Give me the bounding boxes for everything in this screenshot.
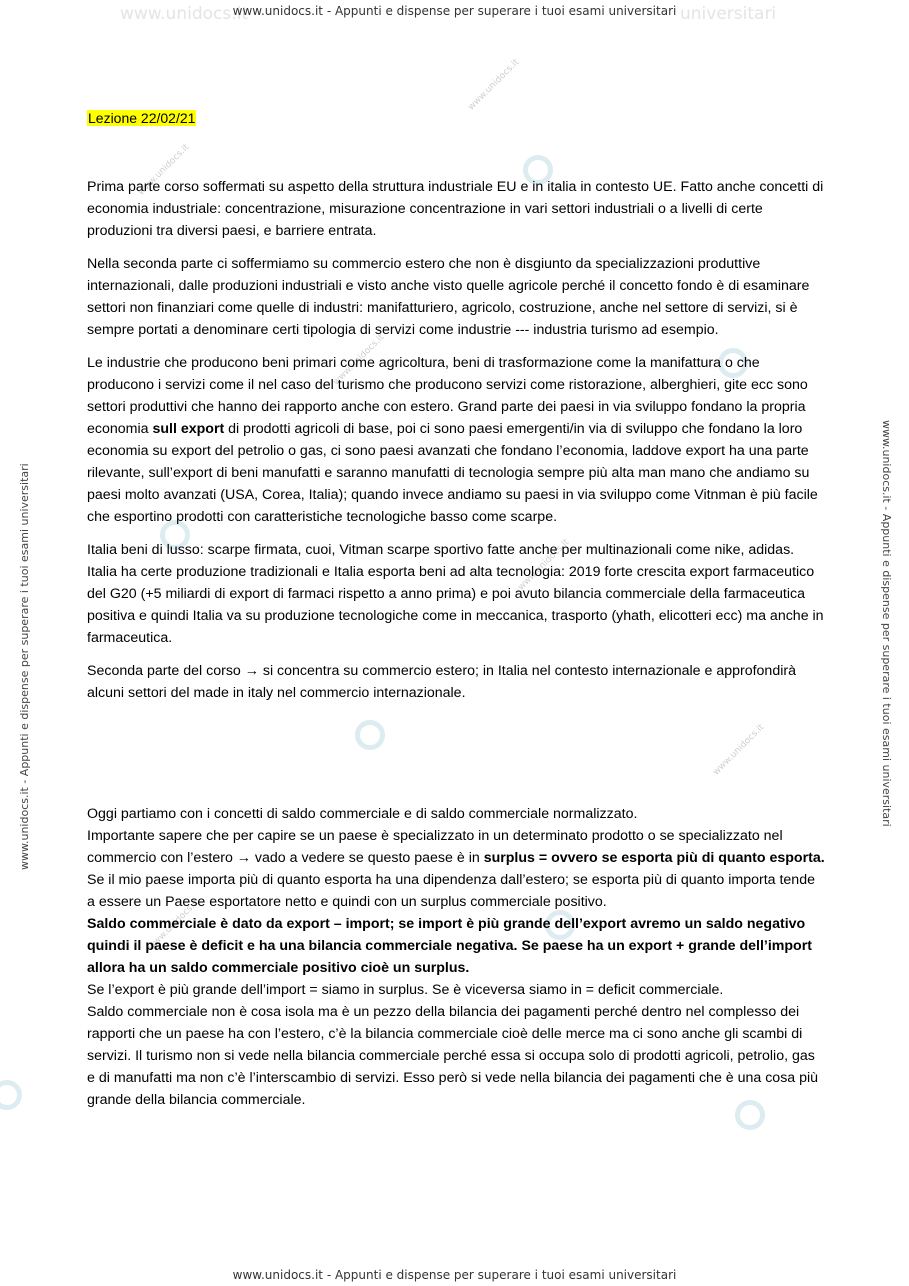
watermark-top: www.unidocs.it - Appunti e dispense per superare i tuoi esami universitari [232,4,677,18]
paragraph: Prima parte corso soffermati su aspetto della struttura industriale EU e in italia in contesto UE. Fatto anche concetti di economia industriale: concentrazione, misurazione concentrazione in vari settori industriali o a livelli di certe produzioni tra diversi paesi, e barriere entrata. [87,179,824,239]
watermark-ghost-top-left: www.unidocs.it [120,4,249,24]
paragraph [87,803,825,1111]
watermark-diagonal: www.unidocs.it [516,537,572,593]
paragraph: Seconda parte del corso → si concentra su commercio estero; in Italia nel contesto internazionale e approfondirà alcuni settori del made in italy nel commercio internazionale. [87,663,796,701]
bold-text: sull export [152,421,225,437]
paragraph-line: Se l’export è più grande dell’import = siamo in surplus. Se è viceversa siamo in = deficit commerciale. [87,982,724,998]
bold-text: surplus = ovvero se esporta più di quanto esporta. [483,850,825,866]
watermark-diagonal: www.unidocs.it [146,897,202,953]
watermark-bottom: www.unidocs.it - Appunti e dispense per superare i tuoi esami universitari [232,1268,677,1282]
watermark-diagonal: www.unidocs.it [466,57,522,113]
paragraph-text: Le industrie che producono beni primari come agricoltura, beni di trasformazione come la manifattura o che producono i servizi come il nel caso del turismo che producono servizi come ristorazione, alberghieri, gite ecc sono settori produttivi che hanno dei rapporto anche con estero. Grand parte dei paesi in via sviluppo fondano la propria economia [87,355,808,437]
paragraph: Nella seconda parte ci soffermiamo su commercio estero che non è disgiunto da specializzazioni produttive internazionali, dalle produzioni industriali e visto anche visto quelle agricole perché il concetto fondo è di esaminare settori non finanziari come quelle di industri: manifatturiero, agricolo, costruzione, anche nel settore di servizi, si è sempre portati a denominare certi tipologia di servizi come industrie --- industria turismo ad esempio. [87,256,810,338]
lesson-heading: Lezione 22/02/21 [88,110,196,126]
paragraph-line: Oggi partiamo con i concetti di saldo commerciale e di saldo commerciale normalizzato. [87,806,638,822]
paragraph-text: Se il mio paese importa più di quanto esporta ha una dipendenza dall’estero; se esporta più di quanto importa tende a essere un Paese esportatore netto e quindi con un surplus commerciale positivo. [87,872,815,910]
paragraph [87,352,825,528]
spacer [87,715,825,803]
bold-paragraph [87,913,825,979]
watermark-diagonal: www.unidocs.it [331,332,387,388]
unidocs-logo-icon [0,1080,22,1110]
watermark-side-right: www.unidocs.it - Appunti e dispense per superare i tuoi esami universitari [880,420,893,827]
paragraph-line: Saldo commerciale non è cosa isola ma è un pezzo della bilancia dei pagamenti perché dentro nel complesso dei rapporti che un paese ha con l’estero, c’è la bilancia commerciale cioè delle merce ma ci sono anche gli scambi di servizi. Il turismo non si vede nella bilancia commerciale perché essa si occupa solo di prodotti agricoli, petrolio, gas e di manufatti ma non c’è l’interscambio di servizi. Esso però si vede nella bilancia dei pagamenti che è una cosa più grande della bilancia commerciale. [87,1004,819,1108]
document-body [87,176,825,1111]
watermark-ghost-top-right: universitari [680,4,777,24]
watermark-side-left: www.unidocs.it - Appunti e dispense per superare i tuoi esami universitari [18,463,31,870]
watermark-diagonal: www.unidocs.it [136,142,192,198]
watermark-diagonal: www.unidocs.it [711,722,767,778]
paragraph-line [87,825,825,913]
paragraph: Italia beni di lusso: scarpe firmata, cuoi, Vitman scarpe sportivo fatte anche per multinazionali come nike, adidas. Italia ha certe produzione tradizionali e Italia esporta beni ad alta tecnologia: 2019 forte crescita export farmaceutico del G20 (+5 miliardi di export di farmaci rispetto a anno prima) e poi avuto bilancia commerciale della farmaceutica positiva e quindi Italia va su produzione tecnologiche come in meccanica, trasporto (yhath, elicotteri ecc) ma anche in farmaceutica. [87,542,824,646]
bold-text: Saldo commerciale è dato da export – import; se import è più grande dell’export avremo un saldo negativo quindi il paese è deficit e ha una bilancia commerciale negativa. Se paese ha un export + grande dell’import allora ha un saldo commerciale positivo cioè un surplus. [87,916,812,976]
paragraph-text: Importante sapere che per capire se un paese è specializzato in un determinato prodotto o se specializzato nel commercio con l’estero → vado a vedere se questo paese è in [87,828,783,866]
paragraph-text: di prodotti agricoli di base, poi ci sono paesi emergenti/in via di sviluppo che fondano la loro economia su export del petrolio o gas, ci sono paesi avanzati che fondano l’economia, laddove export ha una parte rilevante, sull’export di beni manufatti e saranno manufatti di tecnologia sempre più alta man mano che andiamo su paesi molto avanzati (USA, Corea, Italia); quando invece andiamo su paesi in via sviluppo come Vitnman è più facile che esportino prodotti con caratteristiche tecnologiche basso come scarpe. [87,421,818,525]
